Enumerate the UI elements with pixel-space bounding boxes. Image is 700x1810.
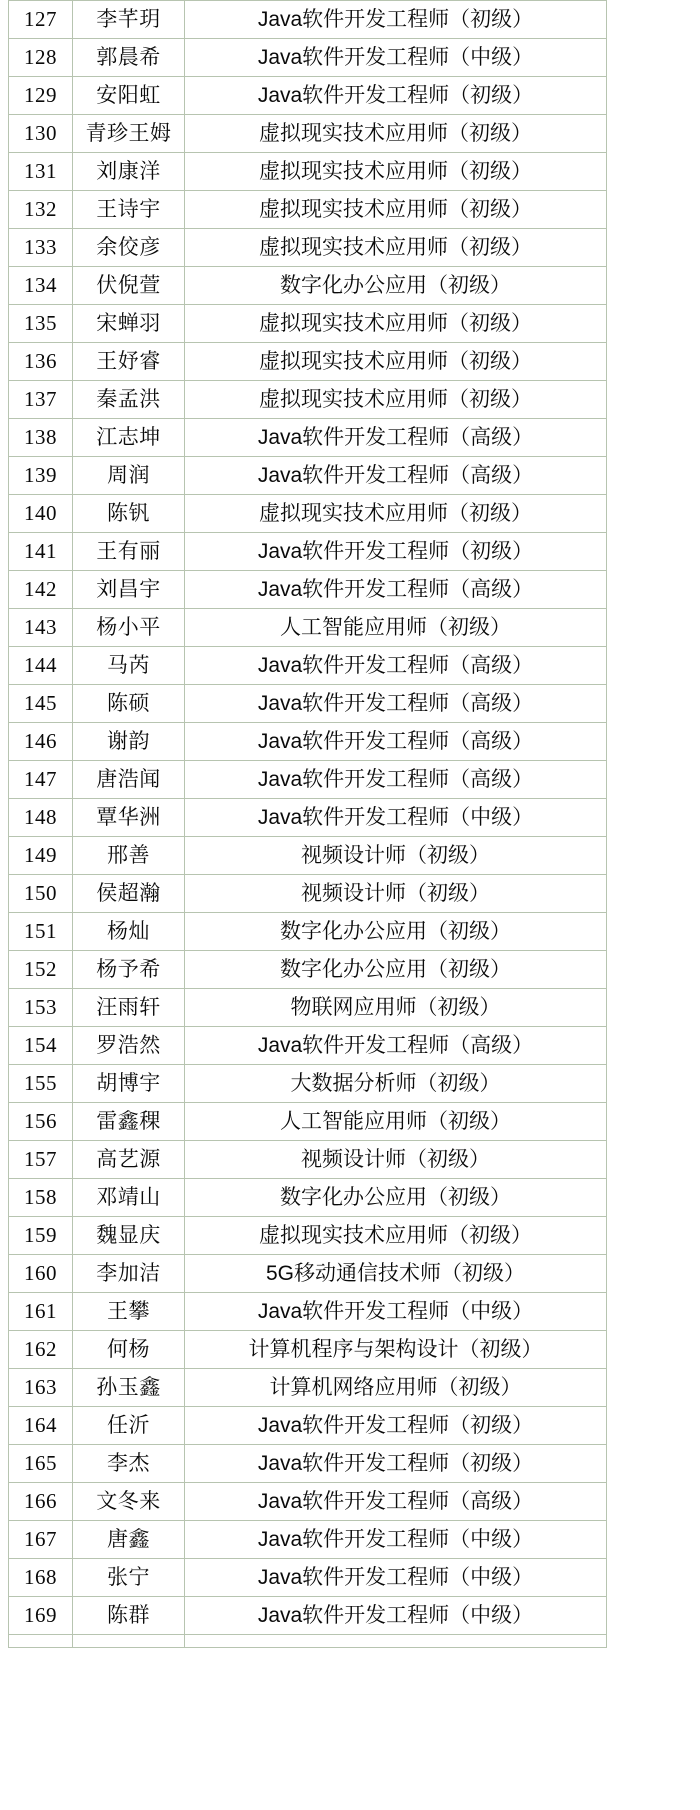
table-row [9, 647, 607, 685]
table-row [9, 153, 607, 191]
row-name-cell: 唐浩闻 [73, 761, 185, 799]
row-name-cell: 侯超瀚 [73, 875, 185, 913]
table-row [9, 1179, 607, 1217]
table-row [9, 381, 607, 419]
row-number-cell: 139 [9, 457, 73, 495]
row-number-cell: 166 [9, 1483, 73, 1521]
row-name-cell: 陈钒 [73, 495, 185, 533]
table-row [9, 115, 607, 153]
row-certificate-cell: Java软件开发工程师（高级） [185, 571, 607, 609]
row-certificate-cell: 5G移动通信技术师（初级） [185, 1255, 607, 1293]
row-certificate-cell: Java软件开发工程师（高级） [185, 647, 607, 685]
row-name-cell: 唐鑫 [73, 1521, 185, 1559]
row-certificate-cell: 虚拟现实技术应用师（初级） [185, 1217, 607, 1255]
row-name-cell: 李芊玥 [73, 1, 185, 39]
table-row [9, 343, 607, 381]
row-number-cell: 131 [9, 153, 73, 191]
row-name-cell: 王攀 [73, 1293, 185, 1331]
row-name-cell: 任沂 [73, 1407, 185, 1445]
row-certificate-cell: 物联网应用师（初级） [185, 989, 607, 1027]
table-row [9, 913, 607, 951]
row-number-cell: 152 [9, 951, 73, 989]
row-name-cell: 文冬来 [73, 1483, 185, 1521]
row-number-cell: 140 [9, 495, 73, 533]
row-certificate-cell: Java软件开发工程师（高级） [185, 1483, 607, 1521]
table-row [9, 1255, 607, 1293]
row-name-cell: 雷鑫稞 [73, 1103, 185, 1141]
table-row [9, 1103, 607, 1141]
row-name-cell: 魏显庆 [73, 1217, 185, 1255]
row-number-cell: 155 [9, 1065, 73, 1103]
row-certificate-cell: Java软件开发工程师（中级） [185, 1559, 607, 1597]
table-row [9, 1141, 607, 1179]
row-certificate-cell: Java软件开发工程师（初级） [185, 1, 607, 39]
row-name-cell: 李加洁 [73, 1255, 185, 1293]
row-number-cell: 151 [9, 913, 73, 951]
row-number-cell: 149 [9, 837, 73, 875]
row-name-cell: 王有丽 [73, 533, 185, 571]
row-number-cell: 157 [9, 1141, 73, 1179]
table-row [9, 1331, 607, 1369]
table-row-clipped [9, 1635, 607, 1648]
row-number-cell: 164 [9, 1407, 73, 1445]
clipped-cell [9, 1635, 73, 1648]
row-number-cell: 154 [9, 1027, 73, 1065]
row-certificate-cell: 虚拟现实技术应用师（初级） [185, 191, 607, 229]
row-certificate-cell: Java软件开发工程师（中级） [185, 1597, 607, 1635]
row-certificate-cell: 虚拟现实技术应用师（初级） [185, 229, 607, 267]
table-row [9, 723, 607, 761]
row-name-cell: 周润 [73, 457, 185, 495]
row-name-cell: 杨小平 [73, 609, 185, 647]
row-number-cell: 143 [9, 609, 73, 647]
row-name-cell: 覃华洲 [73, 799, 185, 837]
table-row [9, 1, 607, 39]
row-number-cell: 168 [9, 1559, 73, 1597]
table-row [9, 609, 607, 647]
row-certificate-cell: Java软件开发工程师（中级） [185, 799, 607, 837]
row-number-cell: 145 [9, 685, 73, 723]
row-number-cell: 159 [9, 1217, 73, 1255]
table-row [9, 77, 607, 115]
row-certificate-cell: 人工智能应用师（初级） [185, 1103, 607, 1141]
table-row [9, 1483, 607, 1521]
row-certificate-cell: Java软件开发工程师（中级） [185, 1293, 607, 1331]
row-certificate-cell: 计算机程序与架构设计（初级） [185, 1331, 607, 1369]
row-number-cell: 162 [9, 1331, 73, 1369]
row-certificate-cell: 虚拟现实技术应用师（初级） [185, 305, 607, 343]
row-name-cell: 杨予希 [73, 951, 185, 989]
row-name-cell: 安阳虹 [73, 77, 185, 115]
row-number-cell: 141 [9, 533, 73, 571]
table-row [9, 39, 607, 77]
clipped-cell [185, 1635, 607, 1648]
row-certificate-cell: 视频设计师（初级） [185, 875, 607, 913]
table-row [9, 1217, 607, 1255]
row-name-cell: 宋蝉羽 [73, 305, 185, 343]
row-number-cell: 144 [9, 647, 73, 685]
row-name-cell: 何杨 [73, 1331, 185, 1369]
clipped-cell [73, 1635, 185, 1648]
row-name-cell: 张宁 [73, 1559, 185, 1597]
row-certificate-cell: 人工智能应用师（初级） [185, 609, 607, 647]
row-certificate-cell: Java软件开发工程师（中级） [185, 39, 607, 77]
table-row [9, 229, 607, 267]
row-certificate-cell: 数字化办公应用（初级） [185, 267, 607, 305]
table-row [9, 1065, 607, 1103]
row-name-cell: 江志坤 [73, 419, 185, 457]
table-row [9, 495, 607, 533]
table-row [9, 1293, 607, 1331]
row-name-cell: 胡博宇 [73, 1065, 185, 1103]
row-name-cell: 王妤睿 [73, 343, 185, 381]
row-name-cell: 刘昌宇 [73, 571, 185, 609]
row-number-cell: 169 [9, 1597, 73, 1635]
row-number-cell: 147 [9, 761, 73, 799]
table-row [9, 1521, 607, 1559]
table-row [9, 1445, 607, 1483]
row-name-cell: 汪雨轩 [73, 989, 185, 1027]
table-row [9, 989, 607, 1027]
row-number-cell: 130 [9, 115, 73, 153]
table-row [9, 1027, 607, 1065]
row-name-cell: 秦孟洪 [73, 381, 185, 419]
row-number-cell: 128 [9, 39, 73, 77]
row-certificate-cell: Java软件开发工程师（高级） [185, 457, 607, 495]
row-certificate-cell: Java软件开发工程师（高级） [185, 1027, 607, 1065]
row-number-cell: 156 [9, 1103, 73, 1141]
table-row [9, 951, 607, 989]
row-number-cell: 133 [9, 229, 73, 267]
row-certificate-cell: 大数据分析师（初级） [185, 1065, 607, 1103]
row-number-cell: 132 [9, 191, 73, 229]
row-number-cell: 135 [9, 305, 73, 343]
row-certificate-cell: Java软件开发工程师（初级） [185, 1407, 607, 1445]
row-number-cell: 163 [9, 1369, 73, 1407]
table-row [9, 1559, 607, 1597]
row-name-cell: 刘康洋 [73, 153, 185, 191]
row-certificate-cell: Java软件开发工程师（高级） [185, 419, 607, 457]
table-row [9, 457, 607, 495]
row-number-cell: 167 [9, 1521, 73, 1559]
row-number-cell: 158 [9, 1179, 73, 1217]
row-certificate-cell: Java软件开发工程师（高级） [185, 685, 607, 723]
row-name-cell: 陈硕 [73, 685, 185, 723]
table-row [9, 799, 607, 837]
table-row [9, 837, 607, 875]
row-name-cell: 郭晨希 [73, 39, 185, 77]
row-number-cell: 148 [9, 799, 73, 837]
row-name-cell: 李杰 [73, 1445, 185, 1483]
table-row [9, 267, 607, 305]
row-certificate-cell: Java软件开发工程师（高级） [185, 761, 607, 799]
row-certificate-cell: 数字化办公应用（初级） [185, 1179, 607, 1217]
row-number-cell: 129 [9, 77, 73, 115]
row-certificate-cell: 虚拟现实技术应用师（初级） [185, 495, 607, 533]
roster-table [8, 0, 607, 1648]
table-row [9, 761, 607, 799]
row-number-cell: 127 [9, 1, 73, 39]
row-number-cell: 136 [9, 343, 73, 381]
row-certificate-cell: 虚拟现实技术应用师（初级） [185, 343, 607, 381]
row-certificate-cell: 数字化办公应用（初级） [185, 913, 607, 951]
row-name-cell: 杨灿 [73, 913, 185, 951]
row-name-cell: 谢韵 [73, 723, 185, 761]
row-name-cell: 伏倪萱 [73, 267, 185, 305]
table-row [9, 875, 607, 913]
row-number-cell: 137 [9, 381, 73, 419]
row-name-cell: 高艺源 [73, 1141, 185, 1179]
table-row [9, 305, 607, 343]
table-row [9, 1369, 607, 1407]
table-row [9, 571, 607, 609]
row-certificate-cell: 虚拟现实技术应用师（初级） [185, 381, 607, 419]
table-row [9, 685, 607, 723]
row-certificate-cell: 计算机网络应用师（初级） [185, 1369, 607, 1407]
row-number-cell: 150 [9, 875, 73, 913]
row-name-cell: 邓靖山 [73, 1179, 185, 1217]
roster-table-body [9, 1, 607, 1648]
row-name-cell: 王诗宇 [73, 191, 185, 229]
row-certificate-cell: 数字化办公应用（初级） [185, 951, 607, 989]
row-number-cell: 153 [9, 989, 73, 1027]
row-name-cell: 马芮 [73, 647, 185, 685]
row-certificate-cell: 虚拟现实技术应用师（初级） [185, 115, 607, 153]
row-name-cell: 余佼彦 [73, 229, 185, 267]
row-name-cell: 青珍王姆 [73, 115, 185, 153]
row-certificate-cell: 虚拟现实技术应用师（初级） [185, 153, 607, 191]
table-row [9, 419, 607, 457]
row-number-cell: 142 [9, 571, 73, 609]
row-certificate-cell: Java软件开发工程师（中级） [185, 1521, 607, 1559]
table-row [9, 1407, 607, 1445]
row-name-cell: 陈群 [73, 1597, 185, 1635]
row-name-cell: 邢善 [73, 837, 185, 875]
row-number-cell: 161 [9, 1293, 73, 1331]
row-certificate-cell: 视频设计师（初级） [185, 1141, 607, 1179]
table-row [9, 191, 607, 229]
table-row [9, 1597, 607, 1635]
table-row [9, 533, 607, 571]
row-name-cell: 孙玉鑫 [73, 1369, 185, 1407]
row-number-cell: 134 [9, 267, 73, 305]
row-number-cell: 138 [9, 419, 73, 457]
row-number-cell: 165 [9, 1445, 73, 1483]
row-certificate-cell: Java软件开发工程师（初级） [185, 77, 607, 115]
row-number-cell: 160 [9, 1255, 73, 1293]
row-certificate-cell: 视频设计师（初级） [185, 837, 607, 875]
row-number-cell: 146 [9, 723, 73, 761]
row-certificate-cell: Java软件开发工程师（初级） [185, 1445, 607, 1483]
row-certificate-cell: Java软件开发工程师（高级） [185, 723, 607, 761]
row-certificate-cell: Java软件开发工程师（初级） [185, 533, 607, 571]
row-name-cell: 罗浩然 [73, 1027, 185, 1065]
